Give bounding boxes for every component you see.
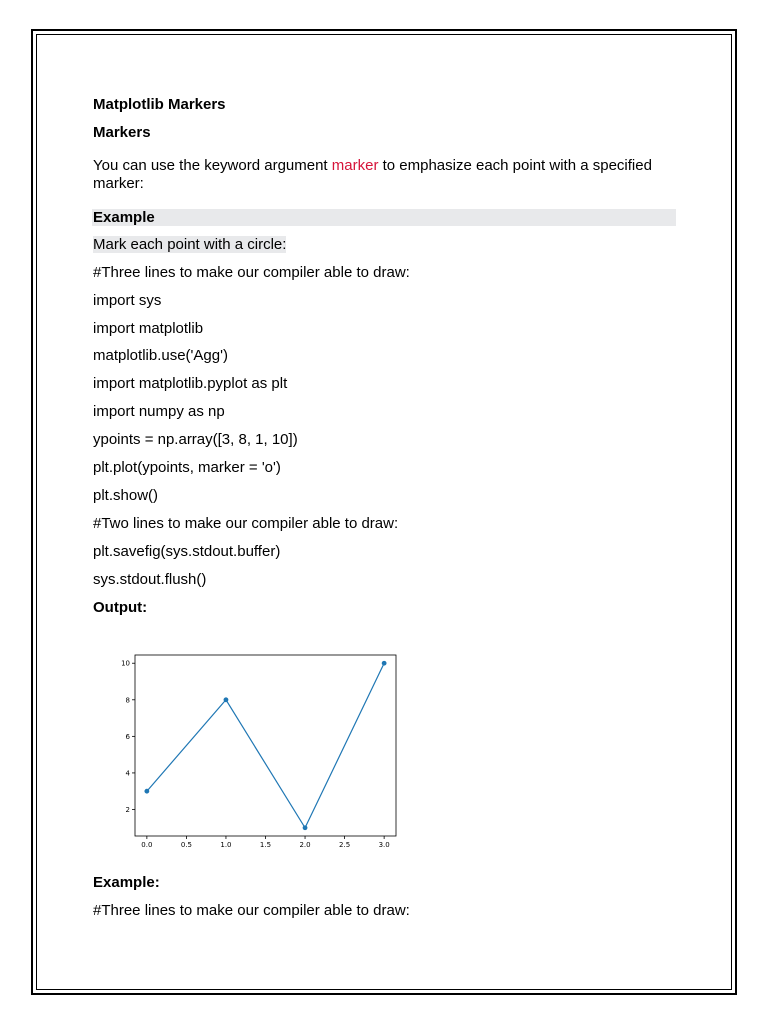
code-line: sys.stdout.flush()	[93, 571, 207, 588]
code-line: plt.plot(ypoints, marker = 'o')	[93, 459, 281, 476]
output-label: Output:	[93, 599, 148, 616]
example2-code-line: #Three lines to make our compiler able to draw:	[93, 902, 410, 919]
data-point	[382, 661, 387, 666]
code-line: plt.savefig(sys.stdout.buffer)	[93, 543, 281, 560]
x-tick-label: 0.5	[180, 841, 192, 849]
intro-text-before: You can use the keyword argument	[93, 157, 332, 174]
code-line: import matplotlib	[93, 320, 204, 337]
page-title: Matplotlib Markers	[93, 96, 226, 113]
x-tick-label: 3.0	[378, 841, 390, 849]
code-line: plt.show()	[93, 487, 159, 504]
y-tick-label: 2	[125, 805, 130, 814]
x-tick-label: 2.5	[339, 841, 351, 849]
y-tick-label: 8	[125, 696, 130, 705]
data-point	[144, 789, 149, 794]
intro-text-after: to emphasize each point with a specified marker:	[93, 157, 652, 192]
intro-paragraph	[93, 157, 693, 193]
example-description	[93, 236, 286, 254]
code-line: import matplotlib.pyplot as plt	[93, 375, 288, 392]
data-point	[303, 825, 308, 830]
code-line: matplotlib.use('Agg')	[93, 347, 228, 364]
example-heading: Example	[93, 209, 155, 226]
keyword-marker: marker	[331, 157, 379, 174]
data-point	[224, 697, 229, 702]
code-line: import sys	[93, 292, 162, 309]
x-tick-label: 1.5	[259, 841, 272, 849]
x-tick-label: 1.0	[220, 841, 232, 849]
y-tick-label: 4	[125, 769, 130, 778]
example2-heading: Example:	[93, 874, 160, 891]
code-line: #Three lines to make our compiler able to draw:	[93, 264, 410, 281]
example-description-text: Mark each point with a circle:	[93, 236, 287, 253]
code-line: #Two lines to make our compiler able to draw:	[93, 515, 399, 532]
x-tick-label: 2.0	[299, 841, 311, 849]
code-line: import numpy as np	[93, 403, 225, 420]
code-line: ypoints = np.array([3, 8, 1, 10])	[93, 431, 298, 448]
y-tick-label: 6	[125, 732, 130, 741]
y-tick-label: 10	[121, 659, 130, 668]
plot-area	[135, 655, 396, 836]
example-heading-bar	[92, 209, 676, 226]
x-tick-label: 0.0	[141, 841, 153, 849]
output-chart	[117, 650, 407, 855]
section-heading: Markers	[93, 124, 151, 141]
